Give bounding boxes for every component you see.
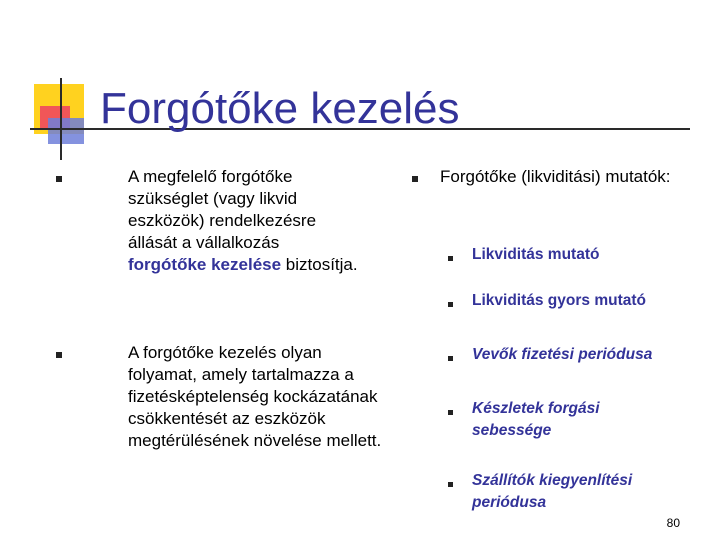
decor-blue-square <box>48 118 84 144</box>
left-bullet-1 <box>128 166 360 276</box>
left-bullet-1-text-before: A megfelelő forgótőke szükséglet (vagy likvid eszközök) rendelkezésre állását a vállalkozás <box>128 167 317 252</box>
decor-vertical-line <box>60 78 62 160</box>
right-item-3: Vevők fizetési periódusa <box>472 346 653 363</box>
page-number: 80 <box>666 516 680 530</box>
right-item-2: Likviditás gyors mutató <box>472 292 646 309</box>
sub-bullet-marker <box>448 302 453 307</box>
sub-bullet-marker <box>448 482 453 487</box>
sub-bullet-marker <box>448 410 453 415</box>
slide-title: Forgótőke kezelés <box>100 84 460 133</box>
right-item-1: Likviditás mutató <box>472 246 600 263</box>
left-bullet-1-text-after: biztosítja. <box>281 255 358 274</box>
right-heading: Forgótőke (likviditási) mutatók: <box>440 167 671 186</box>
sub-bullet-marker <box>448 356 453 361</box>
right-item-4: Készletek forgási sebessége <box>472 400 600 439</box>
bullet-marker <box>56 352 62 358</box>
right-item-5: Szállítók kiegyenlítési periódusa <box>472 472 633 511</box>
bullet-marker <box>412 176 418 182</box>
bullet-marker <box>56 176 62 182</box>
left-bullet-2: A forgótőke kezelés olyan folyamat, amely tartalmazza a fizetésképtelenség kockázatának csökkentését az eszközök megtérülésének növelése mellett. <box>128 343 382 450</box>
left-bullet-1-emphasis: forgótőke kezelése <box>128 255 282 274</box>
sub-bullet-marker <box>448 256 453 261</box>
